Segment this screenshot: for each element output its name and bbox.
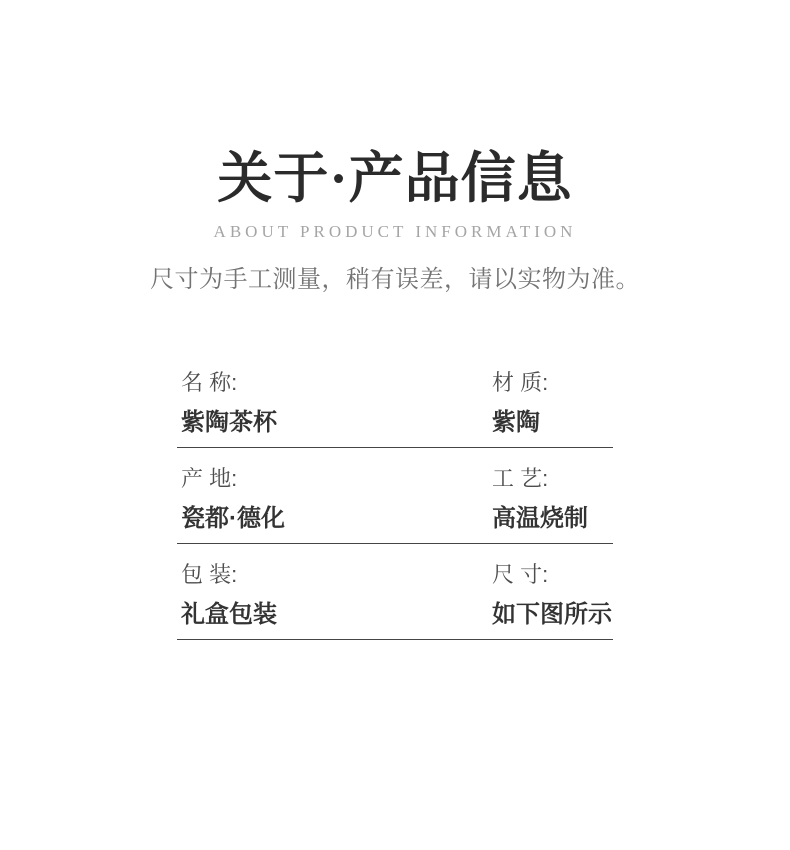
spec-cell-material [492, 372, 613, 435]
field-label-name: 名 称: [181, 370, 238, 395]
field-label-size: 尺 寸: [492, 562, 549, 587]
spec-cell-packaging [181, 564, 492, 627]
product-spec-table [177, 352, 613, 640]
spec-cell-origin [181, 468, 492, 531]
spec-cell-craft [492, 468, 613, 531]
field-label-craft: 工 艺: [492, 466, 549, 491]
field-value-name: 紫陶茶杯 [181, 409, 277, 436]
product-info-section [0, 146, 790, 850]
table-row-origin-craft [177, 448, 613, 544]
page-title: 关于·产品信息 [217, 148, 573, 209]
field-label-material: 材 质: [492, 370, 549, 395]
field-value-size: 如下图所示 [492, 601, 612, 628]
page-subtitle: ABOUT PRODUCT INFORMATION [213, 222, 577, 241]
field-label-origin: 产 地: [181, 466, 238, 491]
table-row-name-material [177, 352, 613, 448]
measurement-note: 尺寸为手工测量，稍有误差，请以实物为准。 [150, 266, 640, 293]
spec-cell-name [181, 372, 492, 435]
field-label-packaging: 包 装: [181, 562, 238, 587]
field-value-origin: 瓷都·德化 [181, 505, 285, 532]
spec-cell-size [492, 564, 613, 627]
table-row-packaging-size [177, 544, 613, 640]
field-value-craft: 高温烧制 [492, 505, 588, 532]
field-value-material: 紫陶 [492, 409, 540, 436]
field-value-packaging: 礼盒包装 [181, 601, 277, 628]
